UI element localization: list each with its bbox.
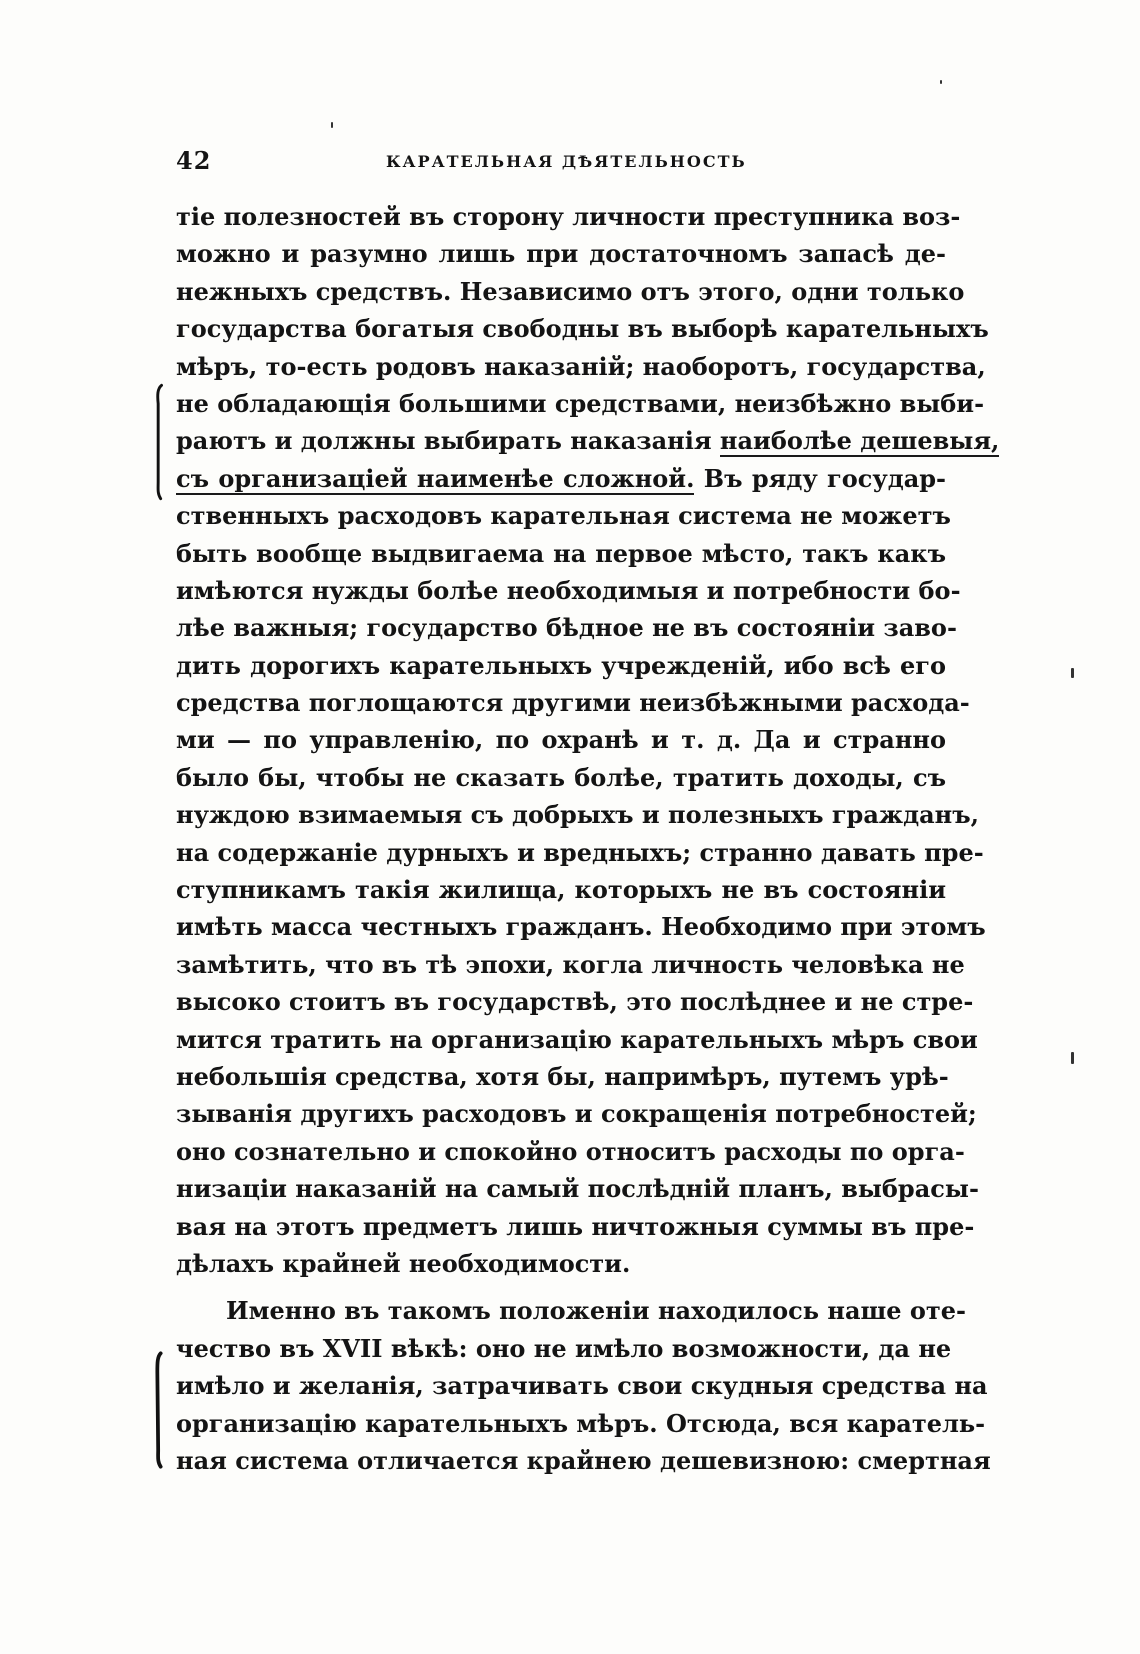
- text-line: замѣтить, что въ тѣ эпохи, когла личность человѣка не: [176, 949, 965, 979]
- text-line: оно сознательно и спокойно относитъ расходы по орга-: [176, 1136, 965, 1166]
- text-line: Именно въ такомъ положеніи находилось наше оте-: [226, 1296, 967, 1326]
- main-text: [176, 198, 1000, 1479]
- text-line: ственныхъ расходовъ карательная система не можетъ: [176, 501, 951, 531]
- margin-bracket-upper: [154, 372, 164, 512]
- text-line: не обладающія большими средствами, неизбѣжно выби-: [176, 388, 985, 418]
- text-run: Въ ряду государ-: [694, 463, 946, 493]
- text-line: высоко стоитъ въ государствѣ, это послѣднее и не стре-: [176, 987, 974, 1017]
- text-run: раютъ и должны выбирать наказанія: [176, 426, 720, 456]
- text-line: зыванія другихъ расходовъ и сокращенія потребностей;: [176, 1099, 977, 1129]
- text-line: было бы, чтобы не сказать болѣе, тратить доходы, съ: [176, 762, 946, 792]
- text-line: тіе полезностей въ сторону личности преступника воз-: [176, 202, 961, 231]
- text-line: мится тратить на организацію карательныхъ мѣръ свои: [176, 1024, 978, 1054]
- text-line: имѣть масса честныхъ гражданъ. Необходимо при этомъ: [176, 912, 986, 942]
- margin-bracket-lower: [154, 1340, 164, 1480]
- text-line: ная система отличается крайнею дешевизною: смертная: [176, 1445, 991, 1475]
- text-line: быть вообще выдвигаема на первое мѣсто, такъ какъ: [176, 538, 946, 568]
- page-header: [176, 146, 946, 182]
- text-line: государства богатыя свободны въ выборѣ карательныхъ: [176, 314, 989, 344]
- text-line: вая на этотъ предметъ лишь ничтожныя суммы въ пре-: [176, 1211, 975, 1241]
- text-line: на содержаніе дурныхъ и вредныхъ; странно давать пре-: [176, 837, 984, 867]
- text-line: ми — по управленію, по охранѣ и т. д. Да и странно: [176, 725, 946, 755]
- underlined-text: съ организаціей наименѣе сложной.: [176, 463, 695, 493]
- text-line: дить дорогихъ карательныхъ учрежденій, ибо всѣ его: [176, 650, 946, 680]
- paragraph-1: [176, 198, 1000, 1282]
- text-line-underlined: [176, 422, 1000, 459]
- text-line: имѣло и желанія, затрачивать свои скудныя средства на: [176, 1371, 988, 1401]
- text-line-underlined: [176, 460, 946, 497]
- text-line: можно и разумно лишь при достаточномъ запасѣ де-: [176, 239, 946, 269]
- text-line: ступникамъ такія жилища, которыхъ не въ состояніи: [176, 875, 946, 905]
- scan-speck: [1071, 668, 1074, 678]
- text-line: нуждою взимаемыя съ добрыхъ и полезныхъ гражданъ,: [176, 800, 979, 830]
- scan-speck: [331, 122, 333, 128]
- text-line: мѣръ, то-есть родовъ наказаній; наоборотъ, государства,: [176, 351, 986, 381]
- text-line: организацію карательныхъ мѣръ. Отсюда, вся каратель-: [176, 1408, 986, 1438]
- text-line: дѣлахъ крайней необходимости.: [176, 1248, 631, 1278]
- text-line: лѣе важныя; государство бѣдное не въ состояніи заво-: [176, 613, 957, 643]
- running-head: КАРАТЕЛЬНАЯ ДѢЯТЕЛЬНОСТЬ: [386, 152, 747, 171]
- scan-speck: [1071, 1052, 1074, 1064]
- page-number: 42: [176, 146, 212, 175]
- text-line: средства поглощаются другими неизбѣжными расхода-: [176, 688, 970, 718]
- scan-speck: [940, 80, 942, 84]
- text-line: низаціи наказаній на самый послѣдній планъ, выбрасы-: [176, 1174, 979, 1204]
- text-line: небольшія средства, хотя бы, напримѣръ, путемъ урѣ-: [176, 1061, 949, 1091]
- text-line: имѣются нужды болѣе необходимыя и потребности бо-: [176, 575, 961, 605]
- text-line: нежныхъ средствъ. Независимо отъ этого, одни только: [176, 276, 965, 306]
- text-line: чество въ XVII вѣкѣ: оно не имѣло возможности, да не: [176, 1333, 952, 1363]
- paragraph-gap: [176, 1282, 946, 1292]
- paragraph-2: [176, 1292, 991, 1479]
- underlined-text: наиболѣе дешевыя,: [719, 426, 1000, 456]
